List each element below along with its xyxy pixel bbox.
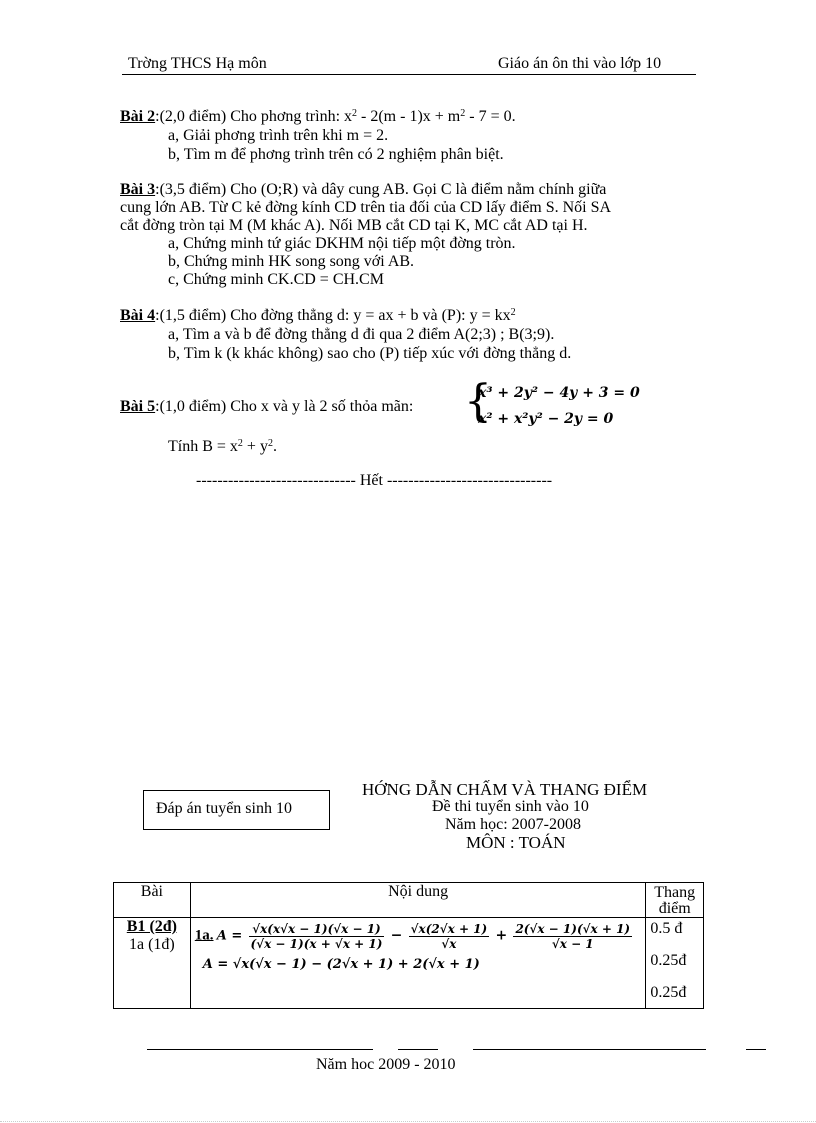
bai3-line1: Bài 3:(3,5 điểm) Cho (O;R) và dây cung AB. Gọi C là điểm nằm chính giữa bbox=[120, 181, 607, 198]
col-thangdiem-header: Thang điểm bbox=[646, 883, 704, 918]
content-line1: 1a. A = $\frac{√x(x√x - 1)(√x - 1)}{(√x - 1)(x + √x + 1)}$ − $\frac{√x(2√x + 1)}{√x}$ + $\frac{2(√x - 1)(√x + 1)}{√x - 1}$ bbox=[194, 922, 631, 951]
page-bottom-dotted-rule bbox=[0, 1121, 816, 1122]
row-label-b1: B1 (2đ) bbox=[126, 918, 177, 935]
table-header-row bbox=[114, 883, 704, 918]
answer-box-label: Đáp án tuyển sinh 10 bbox=[156, 800, 292, 817]
bai4-a: a, Tìm a và b để đờng thẳng d đi qua 2 điểm A(2;3) ; B(3;9). bbox=[168, 326, 555, 343]
fraction-3: $\frac{2(√x - 1)(√x + 1)}{√x - 1}$ bbox=[515, 922, 631, 951]
bai3-b: b, Chứng minh HK song song với AB. bbox=[168, 253, 415, 270]
row-label-cell bbox=[114, 918, 191, 1009]
answer-heading: HỚNG DẪN CHẤM VÀ THANG ĐIỂM bbox=[362, 780, 648, 799]
content-line2: A = √x(√x − 1) − (2√x + 1) + 2(√x + 1) bbox=[202, 957, 480, 972]
footer-year: Năm hoc 2009 - 2010 bbox=[316, 1056, 456, 1073]
bai5-system-brace: { bbox=[464, 376, 492, 427]
footer-rule-2 bbox=[398, 1049, 438, 1050]
answer-sub1: Đề thi tuyển sinh vào 10 bbox=[432, 798, 589, 815]
fraction-1: $\frac{√x(x√x - 1)(√x - 1)}{(√x - 1)(x + √x + 1)}$ bbox=[250, 922, 383, 951]
header-school: Trờng THCS Hạ môn bbox=[128, 55, 267, 72]
header-title: Giáo án ôn thi vào lớp 10 bbox=[498, 55, 662, 72]
bai4-intro: Bài 4:(1,5 điểm) Cho đờng thẳng d: y = ax + b và (P): $y = kx^2$ bbox=[120, 307, 516, 324]
bai5-eq1: x³ + 2y² − 4y + 3 = 0 bbox=[478, 385, 640, 401]
bai5-intro: Bài 5:(1,0 điểm) Cho x và y là 2 số thỏa mãn: bbox=[120, 398, 414, 415]
bai5-eq2: x² + x²y² − 2y = 0 bbox=[478, 411, 614, 427]
bai2-intro: Bài 2:(2,0 điểm) Cho phơng trình: $x^2 - 2(m - 1)x + m^2 - 7 = 0$. bbox=[120, 108, 516, 125]
bai5-label: Bài 5 bbox=[120, 398, 156, 415]
bai2-b: b, Tìm m để phơng trình trên có 2 nghiệm phân biệt. bbox=[168, 146, 504, 163]
bai3-line3: cắt đờng tròn tại M (M khác A). Nối MB cắt CD tại K, MC cắt AD tại H. bbox=[120, 217, 588, 234]
bai3-c: c, Chứng minh CK.CD = CH.CM bbox=[168, 271, 384, 288]
footer-rule-4 bbox=[746, 1049, 766, 1050]
bai4-b: b, Tìm k (k khác không) sao cho (P) tiếp xúc với đờng thẳng d. bbox=[168, 345, 572, 362]
row-label-1a: 1a (1đ) bbox=[129, 936, 175, 953]
bai2-label: Bài 2 bbox=[120, 108, 156, 125]
content-cell bbox=[190, 918, 646, 1009]
item-1a: 1a. bbox=[194, 927, 214, 944]
answer-table bbox=[113, 882, 704, 1009]
header-rule bbox=[122, 74, 696, 75]
bai5-tinh: Tính $B = x^2 + y^2$. bbox=[168, 438, 277, 455]
col-noidung-header: Nội dung bbox=[190, 883, 646, 918]
table-row bbox=[114, 918, 704, 1009]
score-3: 0.25đ bbox=[650, 984, 687, 1001]
score-1: 0.5 đ bbox=[650, 920, 683, 937]
A-eq: A = bbox=[216, 928, 243, 944]
bai4-label: Bài 4 bbox=[120, 307, 156, 324]
answer-sub2: Năm học: 2007-2008 bbox=[445, 816, 581, 833]
footer-rule-3 bbox=[473, 1049, 706, 1050]
fraction-2: $\frac{√x(2√x + 1)}{√x}$ bbox=[410, 922, 488, 951]
bai3-a: a, Chứng minh tứ giác DKHM nội tiếp một đờng tròn. bbox=[168, 235, 516, 252]
bai3-line2: cung lớn AB. Từ C kẻ đờng kính CD trên tia đối của CD lấy điểm S. Nối SA bbox=[120, 199, 612, 216]
score-cell bbox=[646, 918, 704, 1009]
footer-rule-1 bbox=[147, 1049, 373, 1050]
score-2: 0.25đ bbox=[650, 952, 687, 969]
end-line: ------------------------------ Hết ------------------------------- bbox=[196, 472, 553, 489]
answer-sub3: MÔN : TOÁN bbox=[466, 833, 566, 852]
col-bai-header: Bài bbox=[114, 883, 191, 918]
bai3-label: Bài 3 bbox=[120, 181, 156, 198]
bai2-a: a, Giải phơng trình trên khi m = 2. bbox=[168, 127, 389, 144]
